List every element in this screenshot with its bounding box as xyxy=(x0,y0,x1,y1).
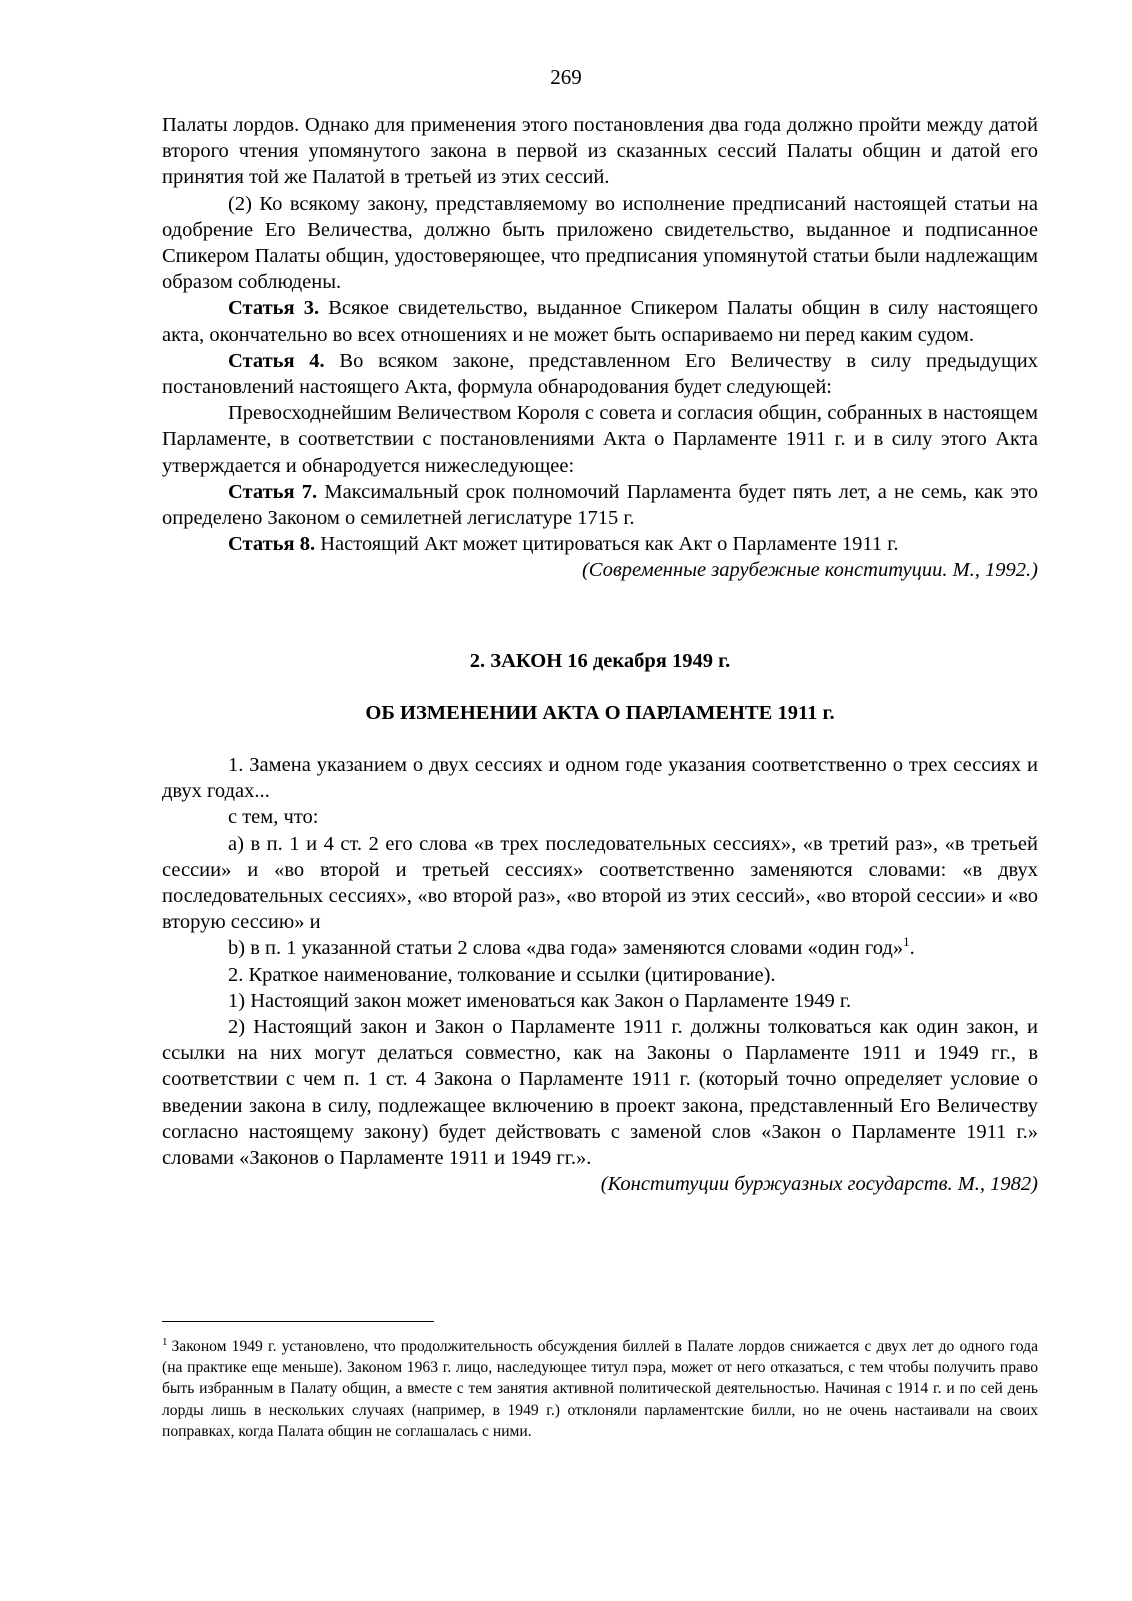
law-1949-subtitle xyxy=(162,700,1038,726)
article-7 xyxy=(162,479,1038,531)
article-7-label: Статья 7. xyxy=(228,480,318,503)
article-4 xyxy=(162,348,1038,400)
paragraph-short-title: 2. Краткое наименование, толкование и ссылки (цитирование). xyxy=(228,963,776,986)
paragraph-item-b xyxy=(162,935,1038,961)
article-4-label: Статья 4. xyxy=(228,349,325,372)
section-subheading: ОБ ИЗМЕНЕНИИ АКТА О ПАРЛАМЕНТЕ 1911 г. xyxy=(365,702,835,724)
act-1911-continuation xyxy=(162,112,1038,584)
paragraph-clause-2: (2) Ко всякому закону, представляемому во исполнение предписаний настоящей статьи на одобрение Его Величества, должно быть приложено свидетельство, выданное и подписанное Спикером Палаты общин, удостоверяющее, что предписания упомянутой статьи были надлежащим образом соблюдены. xyxy=(162,192,1038,294)
paragraph-lords-chamber: Палаты лордов. Однако для применения этого постановления два года должно пройти между датой второго чтения упомянутого закона в первой из сказанных сессий Палаты общин и датой его принятия той же Палатой в третьей из этих сессий. xyxy=(162,114,1038,189)
article-3 xyxy=(162,295,1038,347)
article-8 xyxy=(162,531,1038,557)
paragraph-clause-2-construction: 2) Настоящий закон и Закон о Парламенте 1911 г. должны толковаться как один закон, и ссылки на них могут делаться совместно, как на Законы о Парламенте 1911 и 1949 гг., в соответствии с чем п. 1 ст. 4 Закона о Парламенте 1911 г. (который точно определяет условие о введении закона в силу, подлежащее включению в проект закона, представленный Его Величеству согласно настоящему закону) будет действовать с заменой слов «Закон о Парламенте 1911 г.» словами «Законов о Парламенте 1911 и 1949 гг.». xyxy=(162,1016,1038,1170)
paragraph-item-a: a) в п. 1 и 4 ст. 2 его слова «в трех последовательных сессиях», «в третий раз», «в третьей сессии» и «во второй и третьей сессиях» соответственно заменяются словами: «в двух последовательных сессиях», «во второй раз», «во второй из этих сессий», «во второй сессии» и «во вторую сессию» и xyxy=(162,832,1038,934)
article-4-text: Во всяком законе, представленном Его Величеству в силу предыдущих постановлений настоящего Акта, формула обнародования будет следующей: xyxy=(162,349,1038,399)
paragraph-provided: с тем, что: xyxy=(228,806,319,829)
item-b-end: . xyxy=(909,937,915,960)
section-heading: 2. ЗАКОН 16 декабря 1949 г. xyxy=(469,650,731,672)
enactment-formula: Превосходнейшим Величеством Короля с совета и согласия общин, собранных в настоящем Парламенте, в соответствии с постановлениями Акта о Парламенте 1911 г. и в силу этого Акта утверждается и обнародуется нижеследующее: xyxy=(162,402,1038,477)
article-8-text: Настоящий Акт может цитироваться как Акт о Парламенте 1911 г. xyxy=(315,533,899,556)
footnote-reference[interactable]: 1 xyxy=(903,934,910,950)
footnote-mark: 1 xyxy=(162,1335,168,1348)
article-3-text: Всякое свидетельство, выданное Спикером Палаты общин в силу настоящего акта, окончательно во всех отношениях и не может быть оспариваемо ни перед каким судом. xyxy=(162,297,1038,346)
article-7-text: Максимальный срок полномочий Парламента будет пять лет, а не семь, как это определено Законом о семилетней легислатуре 1715 г. xyxy=(162,480,1039,530)
footnote-text: Законом 1949 г. установлено, что продолжительность обсуждения биллей в Палате лордов снижается с двух лет до одного года (на практике еще меньше). Законом 1963 г. лицо, наследующее титул пэра, может от него отказаться, с тем чтобы получить право быть избранным в Палату общин, а вместе с тем занятия активной политической деятельностью. Начиная с 1914 г. и по сей день лорды лишь в нескольких случаях (например, в 1949 г.) отклоняли парламентские билли, но не очень настаивали на своих поправках, когда Палата общин не соглашалась с ними. xyxy=(162,1338,1038,1440)
footnote xyxy=(162,1336,1038,1442)
item-b-text: b) в п. 1 указанной статьи 2 слова «два года» заменяются словами «один год» xyxy=(228,937,904,960)
footnote-divider xyxy=(162,1321,434,1322)
law-1949-body xyxy=(162,752,1038,1197)
paragraph-clause-1: 1) Настоящий закон может именоваться как Закон о Парламенте 1949 г. xyxy=(228,989,852,1012)
paragraph-replacement: 1. Замена указанием о двух сессиях и одном годе указания соответственно о трех сессиях и двух годах... xyxy=(162,754,1038,803)
source-citation-2: (Конституции буржуазных государств. М., 1982) xyxy=(600,1173,1038,1196)
article-8-label: Статья 8. xyxy=(228,533,316,556)
page-number: 269 xyxy=(550,65,582,89)
article-3-label: Статья 3. xyxy=(228,297,320,320)
law-1949-title xyxy=(162,648,1038,674)
source-citation-1: (Современные зарубежные конституции. М., 1992.) xyxy=(581,559,1038,582)
